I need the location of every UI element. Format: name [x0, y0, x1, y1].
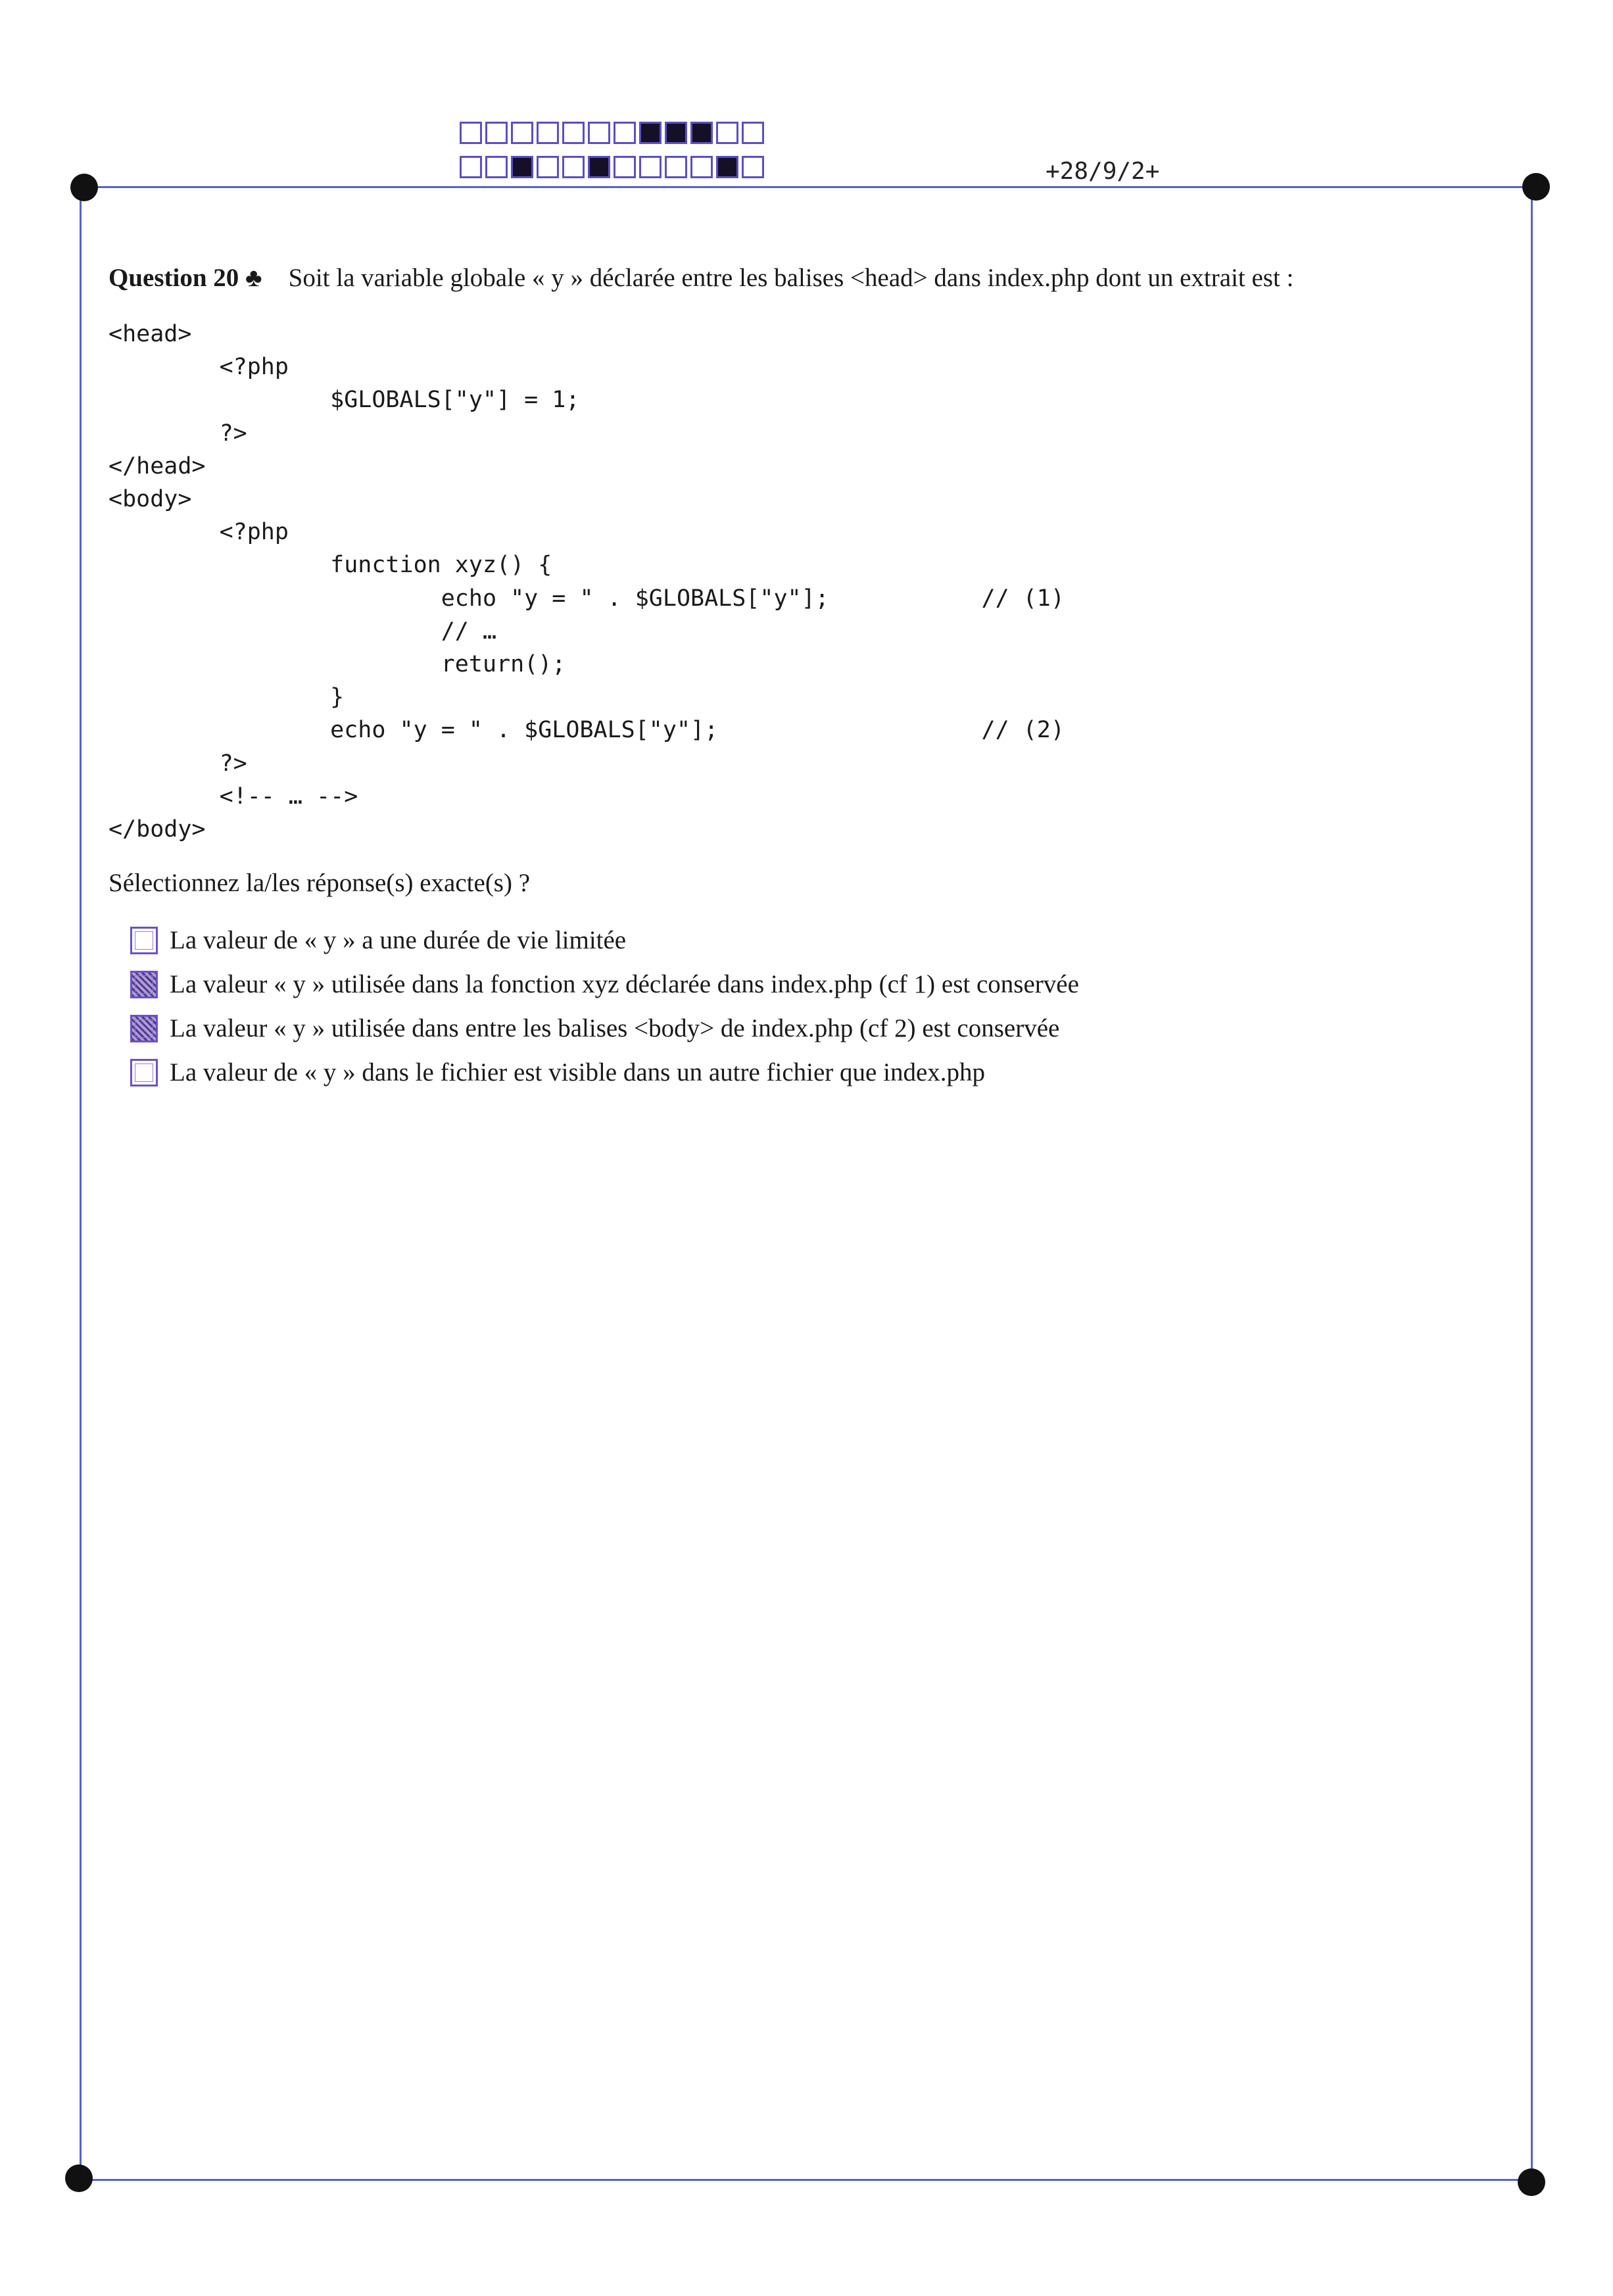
id-code-row-2	[460, 156, 767, 178]
answer-text: La valeur « y » utilisée dans la fonction xyz déclarée dans index.php (cf 1) est conservée	[170, 970, 1079, 998]
answer-text: La valeur « y » utilisée dans entre les balises <body> de index.php (cf 2) est conservée	[170, 1014, 1060, 1042]
frame-bottom-line	[85, 2179, 1532, 2181]
id-code-cell	[716, 156, 738, 178]
answer-checkbox[interactable]	[130, 1059, 158, 1087]
answer-prompt: Sélectionnez la/les réponse(s) exacte(s) ?	[108, 869, 531, 897]
corner-mark-bottom-left	[65, 2164, 93, 2192]
answer-option	[130, 918, 1079, 962]
id-code-cell	[511, 122, 533, 144]
id-code-cell	[742, 156, 764, 178]
answer-checkbox[interactable]	[130, 927, 158, 954]
code-excerpt: <head> <?php $GLOBALS["y"] = 1; ?> </head> <body> <?php function xyz() { echo "y = " . $GLOBALS["y"]; // (1) // … return(); } echo "y = " . $GLOBALS["y"]; // (2) ?> <!-- … --> </body>	[108, 321, 1065, 843]
id-code-cell	[690, 122, 713, 144]
answer-option	[130, 1050, 1079, 1094]
id-code-cell	[588, 156, 610, 178]
id-code-cell	[562, 122, 585, 144]
corner-mark-bottom-right	[1518, 2168, 1545, 2196]
answer-checkbox[interactable]	[130, 1015, 158, 1042]
id-code-cell	[614, 122, 636, 144]
id-code-cell	[742, 122, 764, 144]
id-code-cell	[562, 156, 585, 178]
id-code-cell	[665, 122, 687, 144]
question-label: Question 20 ♣	[108, 264, 262, 292]
answer-option	[130, 1006, 1079, 1050]
id-code-cell	[639, 156, 662, 178]
id-code-cell	[639, 122, 662, 144]
frame-top-line	[85, 186, 1535, 188]
answer-list	[130, 918, 1079, 1094]
id-code-cell	[716, 122, 738, 144]
question-header	[108, 263, 1293, 293]
answer-checkbox[interactable]	[130, 971, 158, 998]
id-code-cell	[537, 122, 559, 144]
frame-left-line	[80, 186, 82, 2181]
answer-option	[130, 962, 1079, 1006]
id-code-cell	[537, 156, 559, 178]
id-code-row-1	[460, 122, 767, 144]
id-code-cell	[460, 156, 482, 178]
id-code-cell	[665, 156, 687, 178]
frame-right-line	[1531, 186, 1533, 2181]
id-code-cell	[690, 156, 713, 178]
answer-text: La valeur de « y » dans le fichier est visible dans un autre fichier que index.php	[170, 1058, 986, 1087]
id-code-cell	[588, 122, 610, 144]
id-code-cell	[485, 156, 508, 178]
corner-mark-top-right	[1522, 173, 1550, 201]
question-text: Soit la variable globale « y » déclarée entre les balises <head> dans index.php dont un extrait est :	[288, 264, 1294, 292]
corner-mark-top-left	[70, 174, 98, 201]
id-code-cell	[460, 122, 482, 144]
id-code-cell	[511, 156, 533, 178]
id-code-cell	[485, 122, 508, 144]
answer-text: La valeur de « y » a une durée de vie limitée	[170, 926, 627, 954]
page-id: +28/9/2+	[1046, 158, 1160, 185]
id-code-cell	[614, 156, 636, 178]
